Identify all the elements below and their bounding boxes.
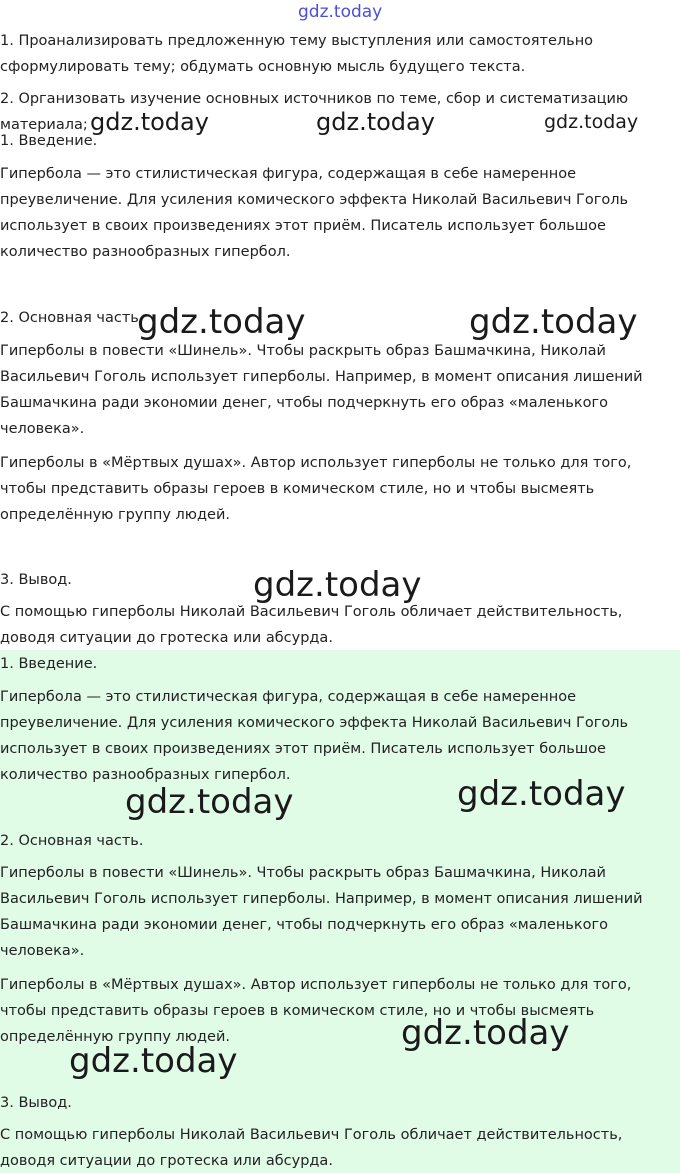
answer2-conclusion-heading: 3. Вывод.	[0, 1095, 72, 1111]
watermark: gdz.today	[125, 782, 294, 822]
watermark: gdz.today	[90, 108, 209, 136]
answer2-main-text-1: Гиперболы в повести «Шинель». Чтобы раскрыть образ Башмачкина, Николай Васильевич Гоголь использует гиперболы. Например, в момент описания лишений Башмачкина ради экономии денег, чтобы подчеркнуть его образ «маленького человека».	[0, 865, 643, 959]
watermark: gdz.today	[457, 774, 626, 814]
plan-step-2: 2. Организовать изучение основных источников по теме, сбор и систематизацию материала;	[0, 91, 629, 133]
answer1-conclusion-text: С помощью гиперболы Николай Васильевич Гоголь обличает действительность, доводя ситуации до гротеска или абсурда.	[0, 604, 623, 646]
watermark: gdz.today	[401, 1013, 570, 1053]
watermark: gdz.today	[469, 302, 638, 342]
answer1-main-text-2: Гиперболы в «Мёртвых душах». Автор использует гиперболы не только для того, чтобы представить образы героев в комическом стиле, но и чтобы высмеять определённую группу людей.	[0, 455, 632, 523]
answer1-main-heading: 2. Основная часть.	[0, 310, 144, 326]
answer1-intro-heading: 1. Введение.	[0, 133, 98, 149]
answer2-main-text-2: Гиперболы в «Мёртвых душах». Автор использует гиперболы не только для того, чтобы представить образы героев в комическом стиле, но и чтобы высмеять определённую группу людей.	[0, 977, 632, 1045]
watermark: gdz.today	[69, 1041, 238, 1081]
answer2-intro-heading: 1. Введение.	[0, 656, 98, 672]
answer2-block	[0, 650, 680, 1173]
watermark: gdz.today	[316, 108, 435, 136]
watermark: gdz.today	[544, 111, 639, 133]
answer1-intro-text: Гипербола — это стилистическая фигура, содержащая в себе намеренное преувеличение. Для усиления комического эффекта Николай Васильевич Гоголь использует в своих произведениях этот приём. Писатель использует большое количество разнообразных гипербол.	[0, 166, 629, 260]
plan-step-1: 1. Проанализировать предложенную тему выступления или самостоятельно сформулировать тему; обдумать основную мысль будущего текста.	[0, 33, 594, 75]
answer1-main-text-1: Гиперболы в повести «Шинель». Чтобы раскрыть образ Башмачкина, Николай Васильевич Гоголь использует гиперболы. Например, в момент описания лишений Башмачкина ради экономии денег, чтобы подчеркнуть его образ «маленького человека».	[0, 343, 643, 437]
watermark: gdz.today	[253, 565, 422, 605]
answer2-intro-text: Гипербола — это стилистическая фигура, содержащая в себе намеренное преувеличение. Для усиления комического эффекта Николай Васильевич Гоголь использует в своих произведениях этот приём. Писатель использует большое количество разнообразных гипербол.	[0, 689, 629, 783]
watermark-top: gdz.today	[298, 2, 383, 22]
watermark: gdz.today	[137, 302, 306, 342]
answer1-conclusion-heading: 3. Вывод.	[0, 572, 72, 588]
answer2-main-heading: 2. Основная часть.	[0, 833, 144, 849]
answer2-conclusion-text: С помощью гиперболы Николай Васильевич Гоголь обличает действительность, доводя ситуации до гротеска или абсурда.	[0, 1127, 623, 1169]
